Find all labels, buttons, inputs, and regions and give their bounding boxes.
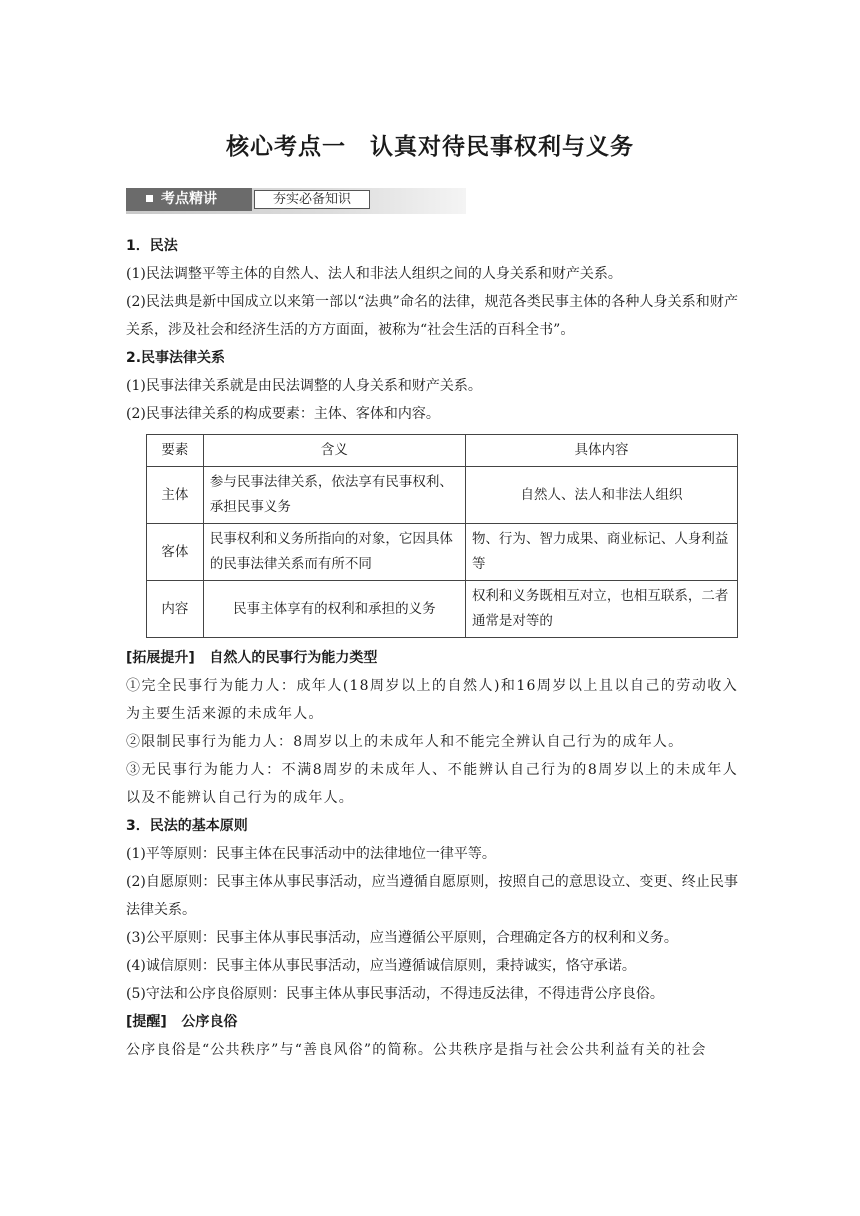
- section-heading-civil-law: 1．民法: [126, 238, 178, 254]
- paragraph: ③无民事行为能力人：不满8周岁的未成年人、不能辨认自己行为的8周岁以上的未成年人以及不能辨认自己行为的成年人。: [126, 762, 738, 806]
- paragraph: (3)公平原则：民事主体从事民事活动，应当遵循公平原则，合理确定各方的权利和义务。: [126, 930, 678, 946]
- elements-table: [146, 434, 738, 638]
- remind-heading: [126, 1008, 738, 1036]
- table-cell: 主体: [147, 467, 204, 524]
- paragraph: 公序良俗是“公共秩序”与“善良风俗”的简称。公共秩序是指与社会公共利益有关的社会: [126, 1042, 707, 1058]
- table-row: [147, 581, 738, 638]
- table-cell: 参与民事法律关系，依法享有民事权利、承担民事义务: [203, 467, 465, 524]
- table-row: [147, 524, 738, 581]
- paragraph: ②限制民事行为能力人：8周岁以上的未成年人和不能完全辨认自己行为的成年人。: [126, 734, 684, 750]
- table-cell: 民事权利和义务所指向的对象，它因具体的民事法律关系而有所不同: [203, 524, 465, 581]
- extend-heading: [126, 644, 738, 672]
- remind-title: 公序良俗: [181, 1014, 238, 1030]
- table-header-row: [147, 435, 738, 467]
- paragraph: (1)民法调整平等主体的自然人、法人和非法人组织之间的人身关系和财产关系。: [126, 266, 622, 282]
- section-banner: [126, 188, 466, 214]
- remind-tag: [提醒]: [126, 1014, 167, 1030]
- extend-tag: [拓展提升]: [126, 650, 195, 666]
- page-title: 核心考点一 认真对待民事权利与义务: [226, 134, 634, 160]
- table-cell: 权利和义务既相互对立，也相互联系，二者通常是对等的: [465, 581, 737, 638]
- table-header: 含义: [203, 435, 465, 467]
- paragraph: (1)平等原则：民事主体在民事活动中的法律地位一律平等。: [126, 846, 496, 862]
- section-heading-basic-principles: 3．民法的基本原则: [126, 818, 248, 834]
- paragraph: (4)诚信原则：民事主体从事民事活动，应当遵循诚信原则，秉持诚实，恪守承诺。: [126, 958, 636, 974]
- paragraph: (2)自愿原则：民事主体从事民事活动，应当遵循自愿原则，按照自己的意思设立、变更、终止民事法律关系。: [126, 874, 738, 918]
- table-cell: 民事主体享有的权利和承担的义务: [203, 581, 465, 638]
- paragraph: (1)民事法律关系就是由民法调整的人身关系和财产关系。: [126, 378, 482, 394]
- table-header: 具体内容: [465, 435, 737, 467]
- banner-dark-label: 考点精讲: [161, 191, 217, 207]
- paragraph: ①完全民事行为能力人：成年人(18周岁以上的自然人)和16周岁以上且以自己的劳动收入为主要生活来源的未成年人。: [126, 678, 738, 722]
- banner-light-label: 夯实必备知识: [254, 190, 370, 209]
- document-body: [126, 232, 738, 1064]
- table-cell: 客体: [147, 524, 204, 581]
- section-heading-civil-legal-relation: 2.民事法律关系: [126, 350, 226, 366]
- table-cell: 内容: [147, 581, 204, 638]
- paragraph: (2)民事法律关系的构成要素：主体、客体和内容。: [126, 406, 440, 422]
- table-row: [147, 467, 738, 524]
- table-header: 要素: [147, 435, 204, 467]
- banner-dark-tab: [126, 188, 252, 211]
- paragraph: (5)守法和公序良俗原则：民事主体从事民事活动，不得违反法律，不得违背公序良俗。: [126, 986, 664, 1002]
- square-bullet-icon: [146, 195, 153, 202]
- extend-title: 自然人的民事行为能力类型: [209, 650, 378, 666]
- table-cell: 物、行为、智力成果、商业标记、人身利益等: [465, 524, 737, 581]
- paragraph: (2)民法典是新中国成立以来第一部以“法典”命名的法律，规范各类民事主体的各种人身关系和财产关系，涉及社会和经济生活的方方面面，被称为“社会生活的百科全书”。: [126, 294, 738, 338]
- table-cell: 自然人、法人和非法人组织: [465, 467, 737, 524]
